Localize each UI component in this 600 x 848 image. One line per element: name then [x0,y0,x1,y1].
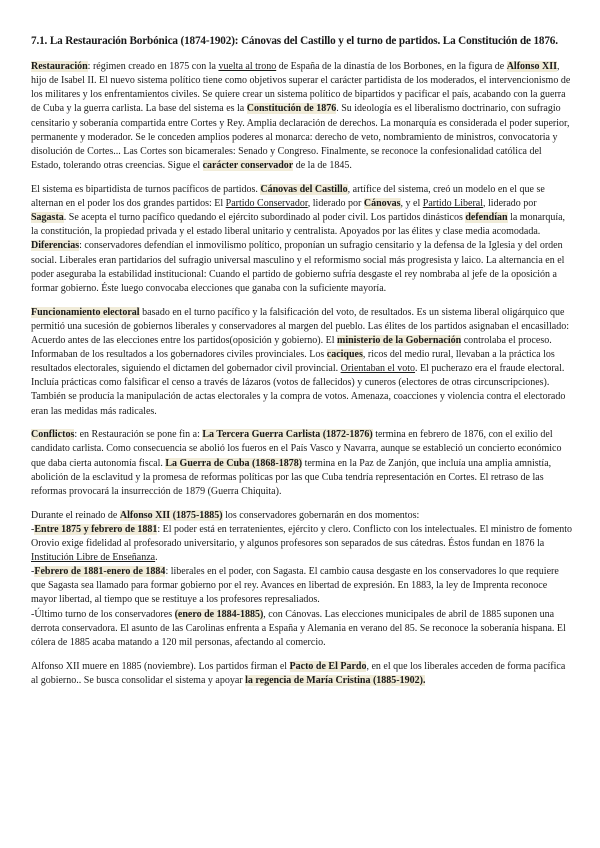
text-run: . Se acepta el turno pacífico quedando el ejército subordinado al poder civil. Los partidos dinásticos [63,212,466,224]
text-run: : conservadores defendían el inmovilismo político, proponían un sufragio censitario y la defensa de la Iglesia y del orden social. Liberales eran partidarios del sufragio universal masculino y el reformismo social más progresista y laico. La alternancia en el poder aseguraba la estabilidad institucional: Cuando el partido de gobierno sufría desgaste el rey nombraba al jefe de la oposición a formar gobierno. Éste luego convocaba elecciones que ganaba con la suficiente mayoría. [31,240,565,294]
text-run: : El poder está en terratenientes, ejército y clero. Conflicto con los intelectuales. El ministro de fomento Orovio exige fidelidad al profesorado universitario, y algunos profesores son separados de sus cátedras. Éstos fundan en 1876 la [31,523,572,549]
page-title: 7.1. La Restauración Borbónica (1874-1902): Cánovas del Castillo y el turno de partidos. La Constitución de 1876. [31,35,558,47]
text-run: , hijo de Isabel II. El nuevo sistema político tiene como objetivos superar el carácter partidista de los moderados, el intervencionismo de los militares y los enfrentamientos civiles. Se quiere crear un sistema político de bipartidos y pacificar el país, acabando con la guerra de Cuba y la guerra carlista. La base del sistema es la [31,61,571,115]
highlighted-term: ministerio de la Gobernación [337,334,462,346]
highlighted-term: carácter conservador [202,160,294,172]
paragraph [31,509,572,651]
text-run: , con Cánovas. Las elecciones municipales de abril de 1885 suponen una derrota conservadora. El asunto de las Carolinas enfrenta a España y Alemania en verano del 85. Se reconoce la soberanía hispana. El cólera de 1885 acaba matando a 120 mil personas, afectando al comercio. [31,608,566,648]
text-run: Alfonso XII muere en 1885 (noviembre). Los partidos firman el [31,660,290,672]
text-run: basado en el turno pacífico y la falsificación del voto, de resultados. Es un sistema liberal oligárquico que permitió una sucesión de gobiernos liberales y conservadores al margen del pueblo. Las élites de los partidos asignaban el encasillado: Acuerdo antes de las elecciones entre los partidos(oposición y gobierno). El [31,306,569,346]
text-run: : en Restauración se pone fin a: [74,429,203,441]
text-run: , liderado por [307,197,364,209]
highlighted-term: Conflictos [31,429,75,441]
highlighted-term: Alfonso XII [506,61,557,72]
text-run: El sistema es bipartidista de turnos pacíficos de partidos. [31,183,261,195]
highlighted-term: La Tercera Guerra Carlista (1872-1876) [202,429,373,441]
paragraph [31,660,572,688]
paragraph [31,306,572,419]
document-body [31,60,572,688]
highlighted-term: Diferencias [31,240,80,252]
highlighted-term: Pacto de El Pardo [289,660,367,672]
text-run: termina en la Paz de Zanjón, que incluía una amplia amnistía, abolición de la esclavitud y la promesa de reformas políticas por las que Cuba tendría representación en Cortes. El retraso de las reformas provocará la insurrección de 1879 (Guerra Chiquita). [31,457,552,497]
underlined-term: Institución Libre de Enseñanza [31,552,156,563]
highlighted-term: caciques [326,348,363,360]
highlighted-term: Entre 1875 y febrero de 1881 [34,523,158,535]
text-run: , liderado por [483,197,537,209]
text-run: . Su ideología es el liberalismo doctrinario, con sufragio censitario y soberanía compartida entre Cortes y Rey. Amplia declaración de derechos. La monarquía es considerada el poder superior, permanente y moderador. Se le conceden amplios poderes al monarca: derecho de veto, nombramiento de ministros, convocatoria y disolución de Cortes... Las Cortes son bicamerales: Senado y Congreso. Finalmente, se reconoce la confesionalidad católica del Estado, tolerando otras creencias. Sigue el [31,103,570,172]
text-run: controlaba el proceso. Informaban de los resultados a los gobernadores civiles provinciales. Los [31,334,552,360]
text-run: : régimen creado en 1875 con la [87,61,219,72]
highlighted-term: defendían [465,212,508,224]
text-run: de la de 1845. [293,160,352,172]
text-run: : liberales en el poder, con Sagasta. El cambio causa desgaste en los conservadores lo que requiere que Sagasta sea llamado para formar gobierno por el rey. Avances en libertad de expresión. En 1883, la ley de Imprenta reconoce mayor libertad, al tiempo que se restituye a los profesores represaliados. [31,566,559,606]
highlighted-term: Cánovas [363,197,401,209]
highlighted-term: Alfonso XII (1875-1885) [119,509,223,521]
underlined-term: Orientaban el voto [340,363,416,375]
highlighted-term: (enero de 1884-1885) [174,608,264,620]
paragraph [31,60,572,173]
highlighted-term: Constitución de 1876 [246,103,337,115]
highlighted-term: Febrero de 1881-enero de 1884 [34,566,166,578]
text-run: - [31,523,35,535]
highlighted-term: Cánovas del Castillo [260,183,348,195]
text-run: -Último turno de los conservadores [31,608,175,620]
highlighted-term: la regencia de María Cristina (1885-1902). [245,674,426,686]
text-run: , ricos del medio rural, llevaban a la práctica los resultados electorales, siguiendo el dictamen del gobernador civil provincial. [31,348,555,375]
highlighted-term: La Guerra de Cuba (1868-1878) [165,457,303,469]
text-run: , artífice del sistema, creó un modelo en el que se alternan en el poder los dos grandes partidos: El [31,183,545,209]
highlighted-term: Restauración [31,61,88,72]
text-run: termina en febrero de 1876, con el exilio del candidato carlista. Como consecuencia se abolió los fueros en el País Vasco y Navarra, aunque se estableció un concierto económico que daba cierta autonomía fiscal. [31,429,562,469]
text-run: - [31,566,35,578]
text-run: los conservadores gobernarán en dos momentos: [222,509,420,521]
text-run: . El pucherazo era el fraude electoral. Incluía prácticas como falsificar el censo a través de lázaros (votos de fallecidos) y cuneros (electores de otras circunscripciones). También se producía la manipulación de actas electorales y la compra de votos. Amenaza, coacciones y violencia contra el electorado eran las medidas más radicales. [31,363,566,417]
document-page [31,34,572,688]
text-run: la monarquía, la constitución, la propiedad privada y el estado liberal unitario y centralista. Apoyados por las élites y clase media acomodada. [31,212,566,238]
text-run: Durante el reinado de [31,509,120,521]
highlighted-term: Funcionamiento electoral [31,306,140,318]
underlined-term: vuelta al trono [218,61,277,72]
paragraph [31,428,572,499]
underlined-term: Partido Liberal [422,197,484,209]
paragraph [31,183,572,296]
highlighted-term: Sagasta [31,212,64,224]
text-run: de España de la dinastía de los Borbones, en la figura de [276,61,507,72]
text-run: . [155,552,158,563]
underlined-term: Partido Conservador [225,197,308,209]
text-run: , y el [400,197,423,209]
text-run: , en el que los liberales acceden de forma pacífica al gobierno.. Se busca consolidar el sistema y apoyar [31,660,566,686]
